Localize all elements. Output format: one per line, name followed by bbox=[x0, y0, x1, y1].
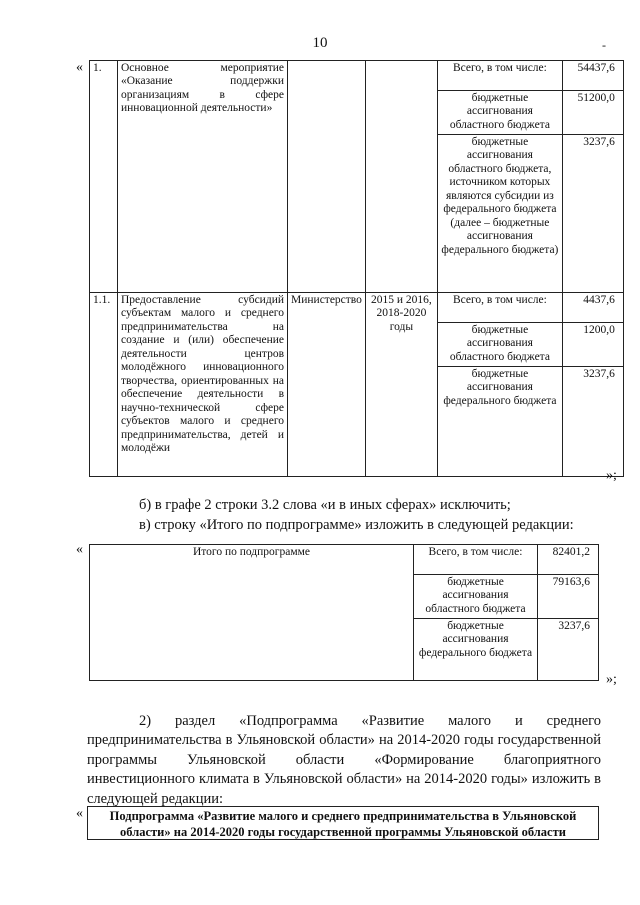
row1-source-regional: бюджетные ассигнования областного бюджета bbox=[437, 91, 562, 135]
total-title: Итого по подпрограмме bbox=[90, 545, 414, 681]
page-number: 10 bbox=[312, 35, 328, 51]
row1-value-regional: 51200,0 bbox=[562, 91, 623, 135]
close-quote-table1: »; bbox=[606, 468, 617, 483]
paragraph-2: 2) раздел «Подпрограмма «Развитие малого и среднего предпринимательства в Ульяновской области» на 2014-2020 годы государственной программы Ульяновской области «Формирование благоприятного инвестиционного климата в Ульяновской области» на 2014-2020 годы» изложить в следующей редакции: bbox=[87, 713, 601, 807]
row1-executor bbox=[288, 61, 366, 293]
total-value-regional: 79163,6 bbox=[538, 575, 599, 619]
row1-source-total: Всего, в том числе: bbox=[437, 61, 562, 91]
row2-value-regional: 1200,0 bbox=[562, 323, 623, 367]
row2-num: 1.1. bbox=[90, 293, 118, 477]
row1-num: 1. bbox=[90, 61, 118, 293]
row1-value-total: 54437,6 bbox=[562, 61, 623, 91]
row2-value-federal: 3237,6 bbox=[562, 367, 623, 477]
row1-period bbox=[365, 61, 437, 293]
table-main-activities bbox=[89, 60, 624, 477]
row1-source-federal: бюджетные ассигнования областного бюджета, источником которых являются субсидии из федерального бюджета (далее – бюджетные ассигнования федерального бюджета) bbox=[437, 135, 562, 293]
subprogram-heading-box: Подпрограмма «Развитие малого и среднего предпринимательства в Ульяновской области» на 2014-2020 годы государственной программы Ульяновской области bbox=[87, 806, 599, 840]
total-value-total: 82401,2 bbox=[538, 545, 599, 575]
total-source-federal: бюджетные ассигнования федерального бюджета bbox=[414, 619, 538, 681]
total-source-total: Всего, в том числе: bbox=[414, 545, 538, 575]
open-quote-table2: « bbox=[76, 542, 83, 557]
row2-source-regional: бюджетные ассигнования областного бюджета bbox=[437, 323, 562, 367]
row1-value-federal: 3237,6 bbox=[562, 135, 623, 293]
row2-source-total: Всего, в том числе: bbox=[437, 293, 562, 323]
row2-source-federal: бюджетные ассигнования федерального бюджета bbox=[437, 367, 562, 477]
row1-name: Основное мероприятие «Оказание поддержки организациям в сфере инновационной деятельности» bbox=[118, 61, 288, 293]
row2-value-total: 4437,6 bbox=[562, 293, 623, 323]
open-quote-table1: « bbox=[76, 60, 83, 75]
paragraph-b: б) в графе 2 строки 3.2 слова «и в иных сферах» исключить; bbox=[139, 497, 511, 513]
corner-mark: - bbox=[602, 38, 606, 52]
open-quote-heading: « bbox=[76, 806, 83, 821]
paragraph-v: в) строку «Итого по подпрограмме» изложить в следующей редакции: bbox=[139, 517, 574, 533]
total-source-regional: бюджетные ассигнования областного бюджета bbox=[414, 575, 538, 619]
total-value-federal: 3237,6 bbox=[538, 619, 599, 681]
row2-executor: Министерство bbox=[288, 293, 366, 477]
table-total bbox=[89, 544, 599, 681]
row2-name: Предоставление субсидий субъектам малого и среднего предпринимательства на создание и (или) обеспечение деятельности центров молодёжного инновационного творчества, ориентированных на обеспечение деятельности в научно-технической сфере субъектов малого и среднего предпринимательства, детей и молодёжи bbox=[118, 293, 288, 477]
close-quote-table2: »; bbox=[606, 672, 617, 687]
row2-period: 2015 и 2016, 2018-2020 годы bbox=[365, 293, 437, 477]
